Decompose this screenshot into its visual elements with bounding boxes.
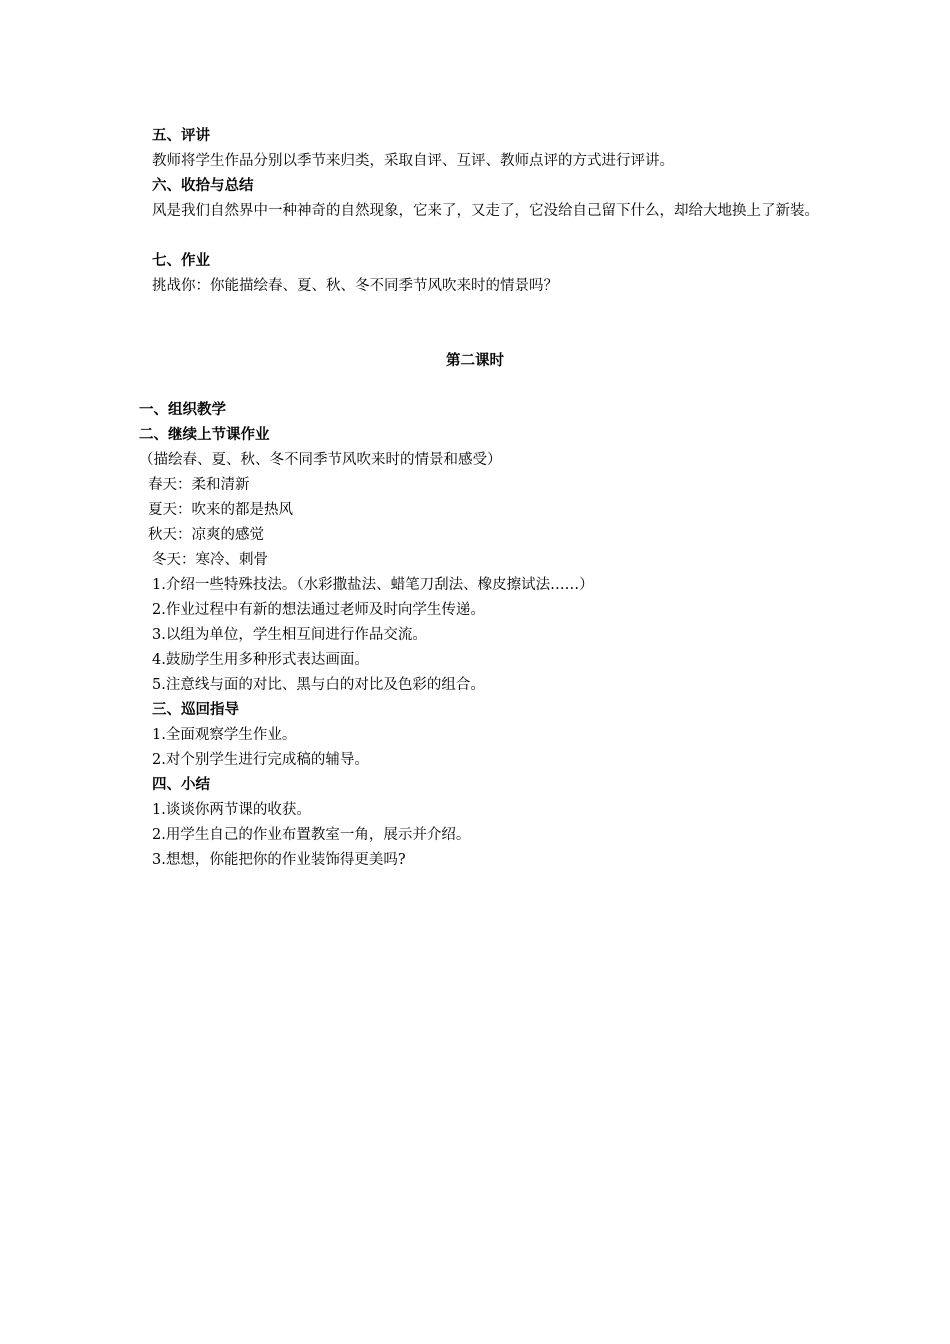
paragraph-6: 风是我们自然界中一种神奇的自然现象，它来了，又走了，它没给自己留下什么，却给大地换上了新装。 [152,203,819,219]
list-item: 2.对个别学生进行完成稿的辅导。 [152,752,369,768]
list-item-season: 春天：柔和清新 [148,477,250,493]
section-heading-2: 二、继续上节课作业 [139,427,270,443]
section-heading-7: 七、作业 [152,253,210,269]
list-item-season: 秋天：凉爽的感觉 [148,527,264,543]
list-item: 1.全面观察学生作业。 [152,727,297,743]
paragraph-7: 挑战你：你能描绘春、夏、秋、冬不同季节风吹来时的情景吗？ [152,278,558,294]
list-item: 2.作业过程中有新的想法通过老师及时向学生传递。 [152,602,485,618]
list-item-season: 夏天：吹来的都是热风 [148,502,293,518]
list-item: 5.注意线与面的对比、黑与白的对比及色彩的组合。 [152,677,485,693]
list-item: 3.以组为单位，学生相互间进行作品交流。 [152,627,427,643]
section-heading-1: 一、组织教学 [139,402,226,418]
list-item: 1.谈谈你两节课的收获。 [152,802,311,818]
list-item: 1.介绍一些特殊技法。（水彩撒盐法、蜡笔刀刮法、橡皮擦试法……） [152,577,594,593]
page-title: 第二课时 [446,353,504,369]
list-item: 4.鼓励学生用多种形式表达画面。 [152,652,369,668]
paragraph-5: 教师将学生作品分别以季节来归类，采取自评、互评、教师点评的方式进行评讲。 [152,153,674,169]
list-item: 2.用学生自己的作业布置教室一角，展示并介绍。 [152,827,471,843]
section-heading-6: 六、收拾与总结 [152,178,254,194]
section-heading-4: 四、小结 [152,777,210,793]
section-heading-5: 五、评讲 [152,128,210,144]
list-item-season: 冬天：寒冷、刺骨 [152,552,268,568]
note-text: （描绘春、夏、秋、冬不同季节风吹来时的情景和感受） [139,452,502,468]
list-item: 3.想想，你能把你的作业装饰得更美吗? [152,852,406,868]
section-heading-3: 三、巡回指导 [152,702,239,718]
